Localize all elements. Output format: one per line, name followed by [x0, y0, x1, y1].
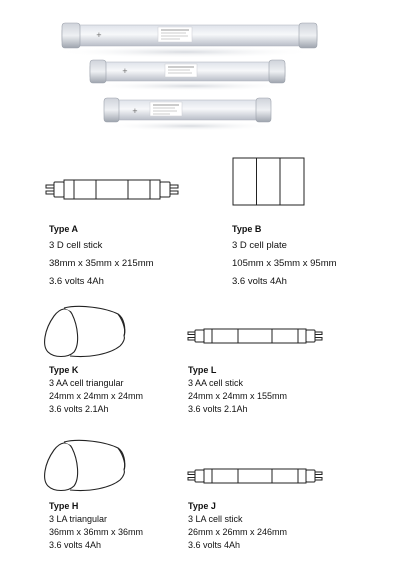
type-h-line-1: 3 LA triangular — [49, 514, 108, 524]
type-j-line-2: 26mm x 26mm x 246mm — [188, 527, 288, 537]
type-h-line-2: 36mm x 36mm x 36mm — [49, 527, 144, 537]
type-a-line-2: 38mm x 35mm x 215mm — [49, 258, 154, 269]
type-k-diagram — [40, 300, 130, 362]
product-photo — [0, 0, 400, 145]
type-h-title: Type H — [49, 501, 79, 511]
type-j-diagram — [186, 466, 326, 486]
type-k-title: Type K — [49, 365, 79, 375]
type-b-diagram — [232, 157, 306, 207]
type-l-line-1: 3 AA cell stick — [188, 378, 244, 388]
type-j-info — [188, 500, 287, 552]
type-k-line-2: 24mm x 24mm x 24mm — [49, 391, 144, 401]
type-l-diagram — [186, 326, 326, 346]
type-b-info — [232, 223, 337, 291]
type-a-line-3: 3.6 volts 4Ah — [49, 276, 104, 287]
type-j-line-1: 3 LA cell stick — [188, 514, 243, 524]
type-h-diagram — [40, 434, 130, 496]
battery-stick-large — [55, 23, 317, 58]
type-a-info — [49, 223, 154, 291]
type-l-line-3: 3.6 volts 2.1Ah — [188, 404, 248, 414]
type-b-line-1: 3 D cell plate — [232, 240, 287, 251]
battery-stick-small — [104, 98, 275, 131]
type-h-info — [49, 500, 143, 552]
type-a-title: Type A — [49, 224, 79, 234]
type-a-line-1: 3 D cell stick — [49, 240, 103, 251]
type-j-line-3: 3.6 volts 4Ah — [188, 540, 241, 550]
type-a-diagram — [44, 176, 184, 204]
svg-text:+: + — [132, 107, 138, 115]
type-j-title: Type J — [188, 501, 216, 511]
type-k-line-3: 3.6 volts 2.1Ah — [49, 404, 109, 414]
type-b-line-2: 105mm x 35mm x 95mm — [232, 258, 337, 269]
type-k-info — [49, 364, 143, 416]
type-l-info — [188, 364, 287, 416]
type-k-line-1: 3 AA cell triangular — [49, 378, 124, 388]
type-l-line-2: 24mm x 24mm x 155mm — [188, 391, 288, 401]
type-l-title: Type L — [188, 365, 217, 375]
type-b-title: Type B — [232, 224, 262, 234]
svg-text:+: + — [122, 67, 128, 75]
battery-stick-medium — [90, 60, 290, 91]
type-h-line-3: 3.6 volts 4Ah — [49, 540, 102, 550]
svg-text:+: + — [96, 31, 102, 39]
type-b-line-3: 3.6 volts 4Ah — [232, 276, 287, 287]
